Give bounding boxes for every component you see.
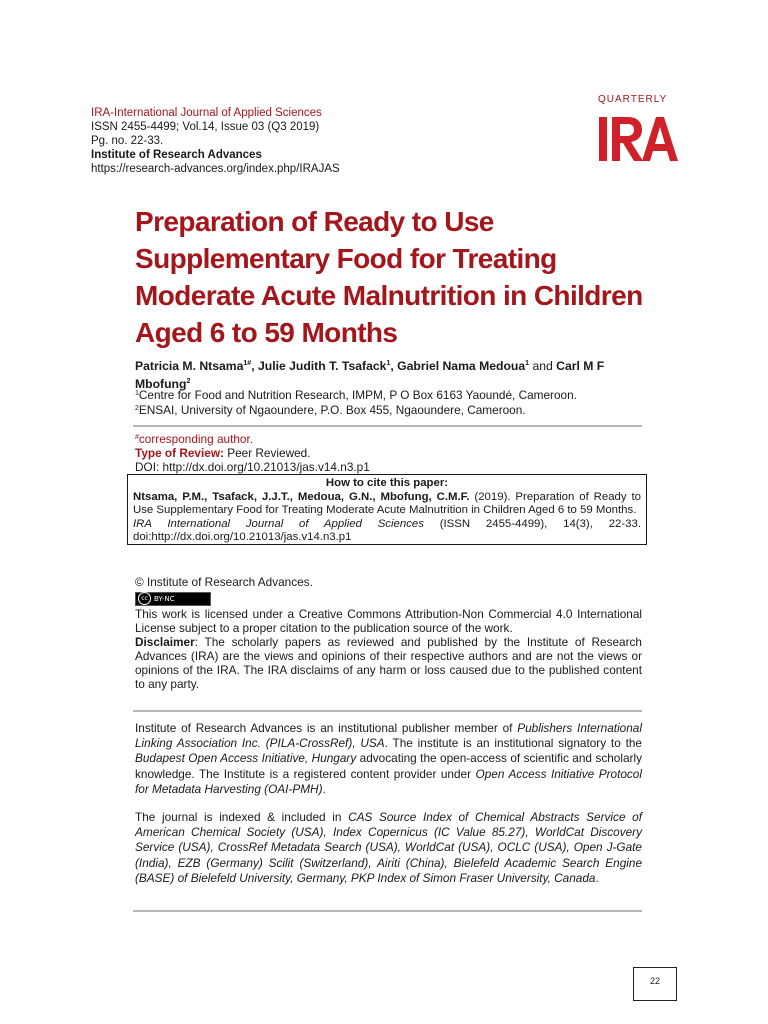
author-3-sup: 1 xyxy=(525,360,530,367)
divider-bottom xyxy=(133,910,642,912)
review-type: Type of Review: Peer Reviewed. xyxy=(135,446,311,460)
pages-line: Pg. no. 22-33. xyxy=(91,135,164,147)
citation-journal: IRA International Journal of Applied Sciences (ISSN 2455-4499), 14(3), 22-33. xyxy=(133,517,641,530)
journal-url[interactable]: https://research-advances.org/index.php/IRAJAS xyxy=(91,163,340,175)
issn-line: ISSN 2455-4499; Vol.14, Issue 03 (Q3 2019) xyxy=(91,121,320,133)
author-2: Julie Judith T. Tsafack xyxy=(257,359,387,373)
creative-commons-icon: cc xyxy=(138,592,151,605)
citation-heading: How to cite this paper: xyxy=(325,477,449,489)
citation-body: Ntsama, P.M., Tsafack, J.J.T., Medoua, G.N., Mbofung, C.M.F. (2019). Preparation of Ready to Use Supplementary Food for Treating Moderate Acute Malnutrition in Children Aged 6 to 59 Months. xyxy=(133,490,641,516)
affiliation-1: $^1$Centre for Food and Nutrition Research, IMPM, P O Box 6163 Yaoundé, Cameroon. xyxy=(135,388,577,402)
affiliations xyxy=(135,387,645,417)
indexing-paragraph: The journal is indexed & included in CAS Source Index of Chemical Abstracts Service of American Chemical Society (USA), Index Copernicus (IC Value 85.27), WorldCat Discovery Service (USA), CrossRef Metadata Search (USA), WorldCat (USA), OCLC (USA), Open J-Gate (India), EZB (Germany) Scilit (Switzerland), Airiti (China), Bielefeld Academic Search Engine (BASE) of Bielefeld University, Germany, PKP Index of Simon Fraser University, Canada. xyxy=(135,810,642,885)
author-3: Gabriel Nama Medoua xyxy=(397,359,526,373)
divider-top xyxy=(133,425,642,427)
citation-box xyxy=(127,474,647,545)
ira-logo-mark xyxy=(598,111,680,167)
author-list: Patricia M. Ntsama$^{1\#}$, Julie Judith T. Tsafack$^1$, Gabriel Nama Medoua$^1$ and Carl M F Mbofung$^2$ xyxy=(135,359,605,391)
author-4-sup: 2 xyxy=(186,378,191,385)
journal-name: IRA-International Journal of Applied Sciences xyxy=(91,107,322,119)
license-section xyxy=(135,575,642,691)
page-number: 22 xyxy=(633,967,677,1001)
paper-title: Preparation of Ready to Use Supplementary Food for Treating Moderate Acute Malnutrition in Children Aged 6 to 59 Months xyxy=(135,206,643,348)
author-1-sup: 1# xyxy=(243,360,252,367)
affiliation-2: $^2$ENSAI, University of Ngaoundere, P.O. Box 455, Ngaoundere, Cameroon. xyxy=(135,403,526,417)
journal-header xyxy=(91,106,340,176)
publisher-membership-paragraph: Institute of Research Advances is an institutional publisher member of Publishers International Linking Association Inc. (PILA-CrossRef), USA. The institute is an institutional signatory to the Budapest Open Access Initiative, Hungary advocating the open-access of scientific and scholarly knowledge. The Institute is a registered content provider under Open Access Initiative Protocol for Metadata Harvesting (OAI-PMH). xyxy=(135,721,642,796)
license-text: This work is licensed under a Creative Commons Attribution-Non Commercial 4.0 International License subject to a proper citation to the publication source of the work. xyxy=(135,606,642,635)
author-4: Carl M F Mbofung xyxy=(135,359,605,391)
author-2-sup: 1 xyxy=(386,360,391,367)
institute-name: Institute of Research Advances xyxy=(91,149,262,161)
disclaimer: Disclaimer: The scholarly papers as reviewed and published by the Institute of Research Advances (IRA) are the views and opinions of their respective authors and are not the views or opinions of the IRA. The IRA disclaims of any harm or loss caused due to the published content to any party. xyxy=(135,634,642,691)
cc-by-nc-badge[interactable] xyxy=(135,592,211,606)
copyright-line: © Institute of Research Advances. xyxy=(135,575,313,589)
author-1: Patricia M. Ntsama xyxy=(135,359,244,373)
doi-line[interactable]: DOI: http://dx.doi.org/10.21013/jas.v14.n3.p1 xyxy=(135,460,370,474)
author-and: and xyxy=(532,359,553,373)
cc-badge-text: BY-NC xyxy=(154,594,175,603)
ira-logo xyxy=(598,94,682,167)
citation-doi[interactable]: doi:http://dx.doi.org/10.21013/jas.v14.n3.p1 xyxy=(133,531,352,543)
paper-meta xyxy=(135,431,645,474)
logo-quarterly-tag: QUARTERLY xyxy=(598,94,668,105)
divider-middle xyxy=(133,710,642,712)
corresponding-author-note: #corresponding author. xyxy=(135,432,254,446)
